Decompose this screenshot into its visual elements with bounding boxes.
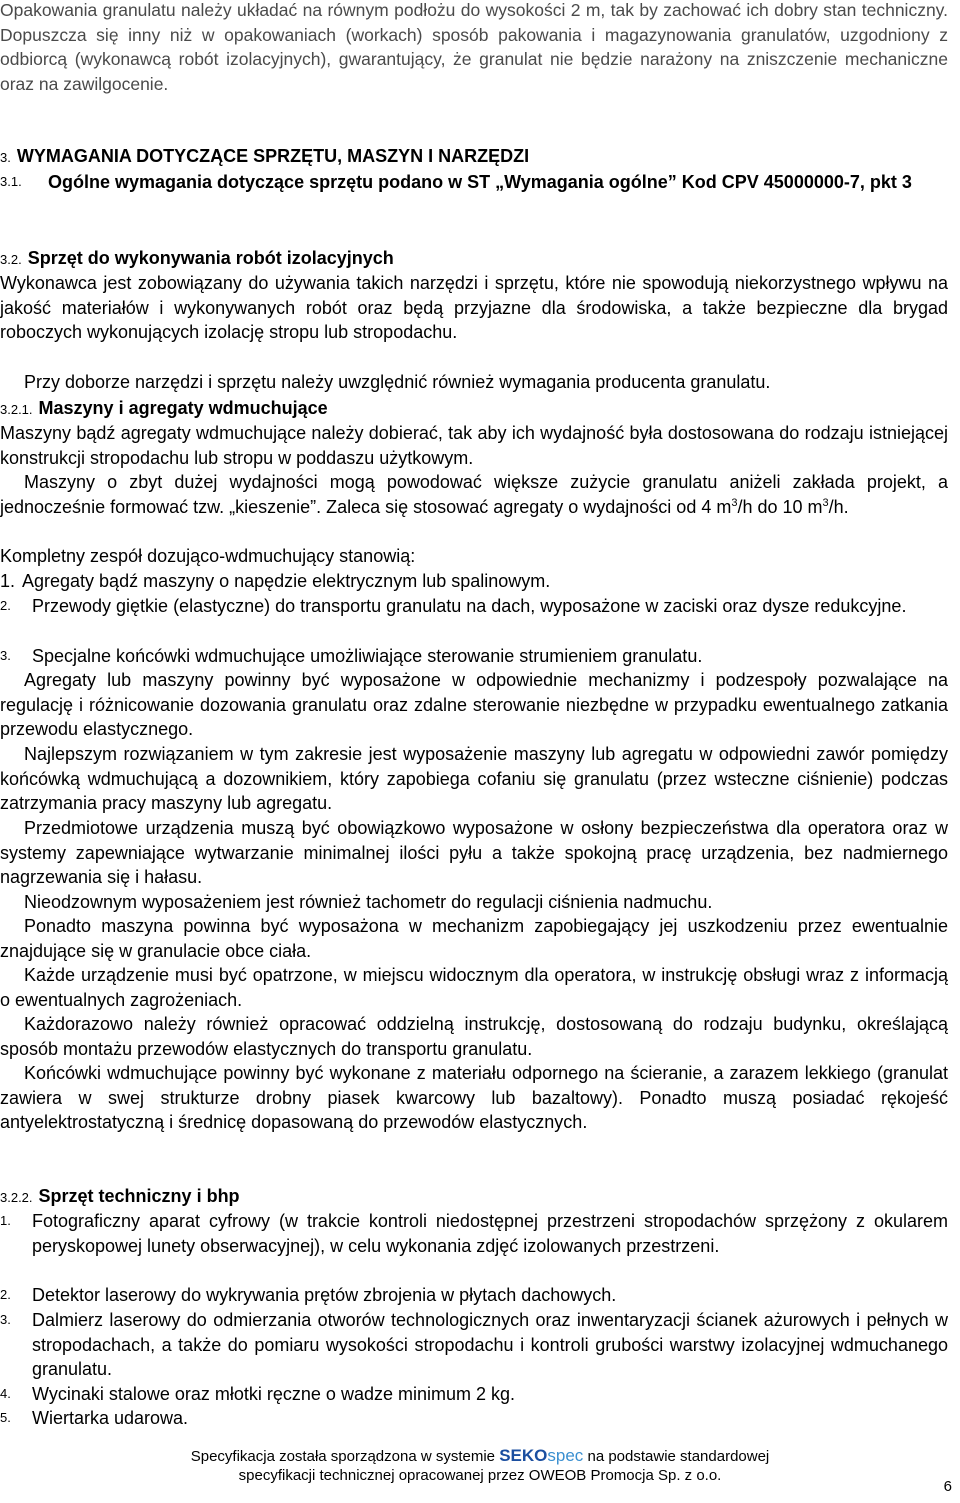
section-3-2-paragraph-2: Przy doborze narzędzi i sprzętu należy uwzględnić również wymagania producenta granulatu. [24, 372, 771, 392]
section-3-number: 3. [0, 150, 11, 165]
list-item: 1. Fotograficzny aparat cyfrowy (w trakcie kontroli niedostępnej przestrzeni stropodachów sprzężony z okularem peryskopowej lunety obserwacyjnej), w celu wykonania zdjęć izolowanych przestrzeni. [0, 1211, 948, 1256]
section-3-1-title: Ogólne wymagania dotyczące sprzętu podano w ST „Wymagania ogólne” Kod CPV 45000000-7, pkt 3 [48, 172, 912, 192]
list-item: 4. Wycinaki stalowe oraz młotki ręczne o wadze minimum 2 kg. [0, 1384, 516, 1404]
list-item: 2. Detektor laserowy do wykrywania prętów zbrojenia w płytach dachowych. [0, 1285, 617, 1305]
section-3-2-1-paragraph-3: Kompletny zespół dozująco-wdmuchujący stanowią: [0, 546, 416, 566]
section-3-2-2-number: 3.2.2. [0, 1190, 33, 1205]
section-3-2-title: Sprzęt do wykonywania robót izolacyjnych [27, 248, 394, 268]
section-3-2-1-heading [0, 396, 948, 423]
paragraph-agregaty: Agregaty lub maszyny powinny być wyposażone w odpowiednie mechanizmy i podzespoły pozwalające na regulację i różnicowanie dozowania granulatu oraz zdalne sterowanie niezbędne w przypadku ewentualnego zatkania przewodu elastycznego. [0, 670, 948, 740]
page-number: 6 [943, 1478, 952, 1495]
section-3-2-1-paragraph-2: Maszyny o zbyt dużej wydajności mogą powodować większe zużycie granulatu aniżeli zakłada projekt, a jednocześnie formować tzw. „kieszenie”. Zaleca się stosować agregaty o wydajności od 4 $m^3/h$ do 10 $m^3/h$. [0, 472, 948, 517]
footer-line-1: Specyfikacja została sporządzona w systemie SEKOspec na podstawie standardowej [190, 1446, 770, 1465]
section-3-2-1-paragraph-1: Maszyny bądź agregaty wdmuchujące należy dobierać, tak aby ich wydajność była dostosowana do rodzaju istniejącej konstrukcji stropodachu lub stropu w poddaszu użytkowym. [0, 423, 948, 468]
paragraph-kazdorazowo: Każdorazowo należy również opracować oddzielną instrukcję, dostosowaną do rodzaju budynku, określającą sposób montażu przewodów elastycznych do transportu granulatu. [0, 1014, 948, 1059]
section-3-heading [0, 144, 948, 171]
footer-line-2: specyfikacji technicznej opracowanej przez OWEOB Promocja Sp. z o.o. [238, 1467, 722, 1484]
section-3-2-number: 3.2. [0, 252, 22, 267]
intro-paragraph: Opakowania granulatu należy układać na równym podłożu do wysokości 2 m, tak by zachować ich dobry stan techniczny. Dopuszcza się inny niż w opakowaniach (workach) sposób pakowania i magazynowania granulatów, uzgodniony z odbiorcą (wykonawcą robót izolacyjnych), gwarantujący, że granulat nie będzie narażony na zniszczenie mechaniczne oraz na zawilgocenie. [0, 0, 948, 94]
section-3-2-heading [0, 246, 948, 273]
list-item: 5. Wiertarka udarowa. [0, 1408, 189, 1428]
section-3-2-1-number: 3.2.1. [0, 402, 33, 417]
section-3-2-2-heading [0, 1184, 948, 1211]
section-3-1-number: 3.1. [0, 174, 22, 189]
paragraph-kazde: Każde urządzenie musi być opatrzone, w miejscu widocznym dla operatora, w instrukcję obsługi wraz z informacją o ewentualnych zagrożeniach. [0, 965, 948, 1010]
section-3-2-2-title: Sprzęt techniczny i bhp [38, 1186, 240, 1206]
seko-logo-text: SEKO [499, 1446, 548, 1465]
section-3-2-1-title: Maszyny i agregaty wdmuchujące [38, 398, 328, 418]
paragraph-ponadto-maszyna: Ponadto maszyna powinna być wyposażona w mechanizm zapobiegający jej uszkodzeniu przez ewentualnie znajdujące się w granulacie obce ciała. [0, 916, 948, 961]
paragraph-najlepszym: Najlepszym rozwiązaniem w tym zakresie jest wyposażenie maszyny lub agregatu w odpowiedni zawór pomiędzy końcówką wdmuchującą a dozownikiem, który zapobiega cofaniu się granulatu (przez wsteczne ciśnienie) podczas zatrzymania pracy maszyny lub agregatu. [0, 744, 948, 814]
section-3-1-heading [0, 170, 948, 195]
section-3-title: WYMAGANIA DOTYCZĄCE SPRZĘTU, MASZYN I NARZĘDZI [16, 146, 530, 166]
paragraph-nieodzownym: Nieodzownym wyposażeniem jest również tachometr do regulacji ciśnienia nadmuchu. [24, 892, 713, 912]
list-item: 2. Przewody giętkie (elastyczne) do transportu granulatu na dach, wyposażone w zaciski oraz dysze redukcyjne. [0, 596, 907, 616]
paragraph-koncowki: Końcówki wdmuchujące powinny być wykonane z materiału odpornego na ścieranie, a zarazem lekkiego (granulat zawiera w swej strukturze drobny piasek kwarcowy lub bazaltowy). Ponadto muszą posiadać rękojeść antyelektrostatyczną i średnicę dopasowaną do przewodów elastycznych. [0, 1063, 948, 1133]
section-3-2-paragraph-1: Wykonawca jest zobowiązany do używania takich narzędzi i sprzętu, które nie spowodują niekorzystnego wpływu na jakość materiałów i wykonywanych robót oraz będą przyjazne dla środowiska, a także bezpieczne dla brygad roboczych wykonujących izolację stropu lub stropodachu. [0, 273, 948, 343]
list-item: 1. Agregaty bądź maszyny o napędzie elektrycznym lub spalinowym. [0, 571, 551, 591]
spec-logo-text: spec [547, 1446, 584, 1465]
list-item: 3. Specjalne końcówki wdmuchujące umożliwiające sterowanie strumieniem granulatu. [0, 646, 703, 666]
list-item: 3. Dalmierz laserowy do odmierzania otworów technologicznych oraz inwentaryzacji ścianek ażurowych i pełnych w stropodachach, a także do pomiaru wysokości stropodachu i kontroli grubości warstwy izolacyjnej wdmuchanego granulatu. [0, 1310, 948, 1380]
paragraph-przedmiotowe: Przedmiotowe urządzenia muszą być obowiązkowo wyposażone w osłony bezpieczeństwa dla operatora oraz w systemy zapewniające wytwarzanie minimalnej ilości pyłu a także spokojną pracę urządzenia, bez nadmiernego nagrzewania się i hałasu. [0, 818, 948, 888]
